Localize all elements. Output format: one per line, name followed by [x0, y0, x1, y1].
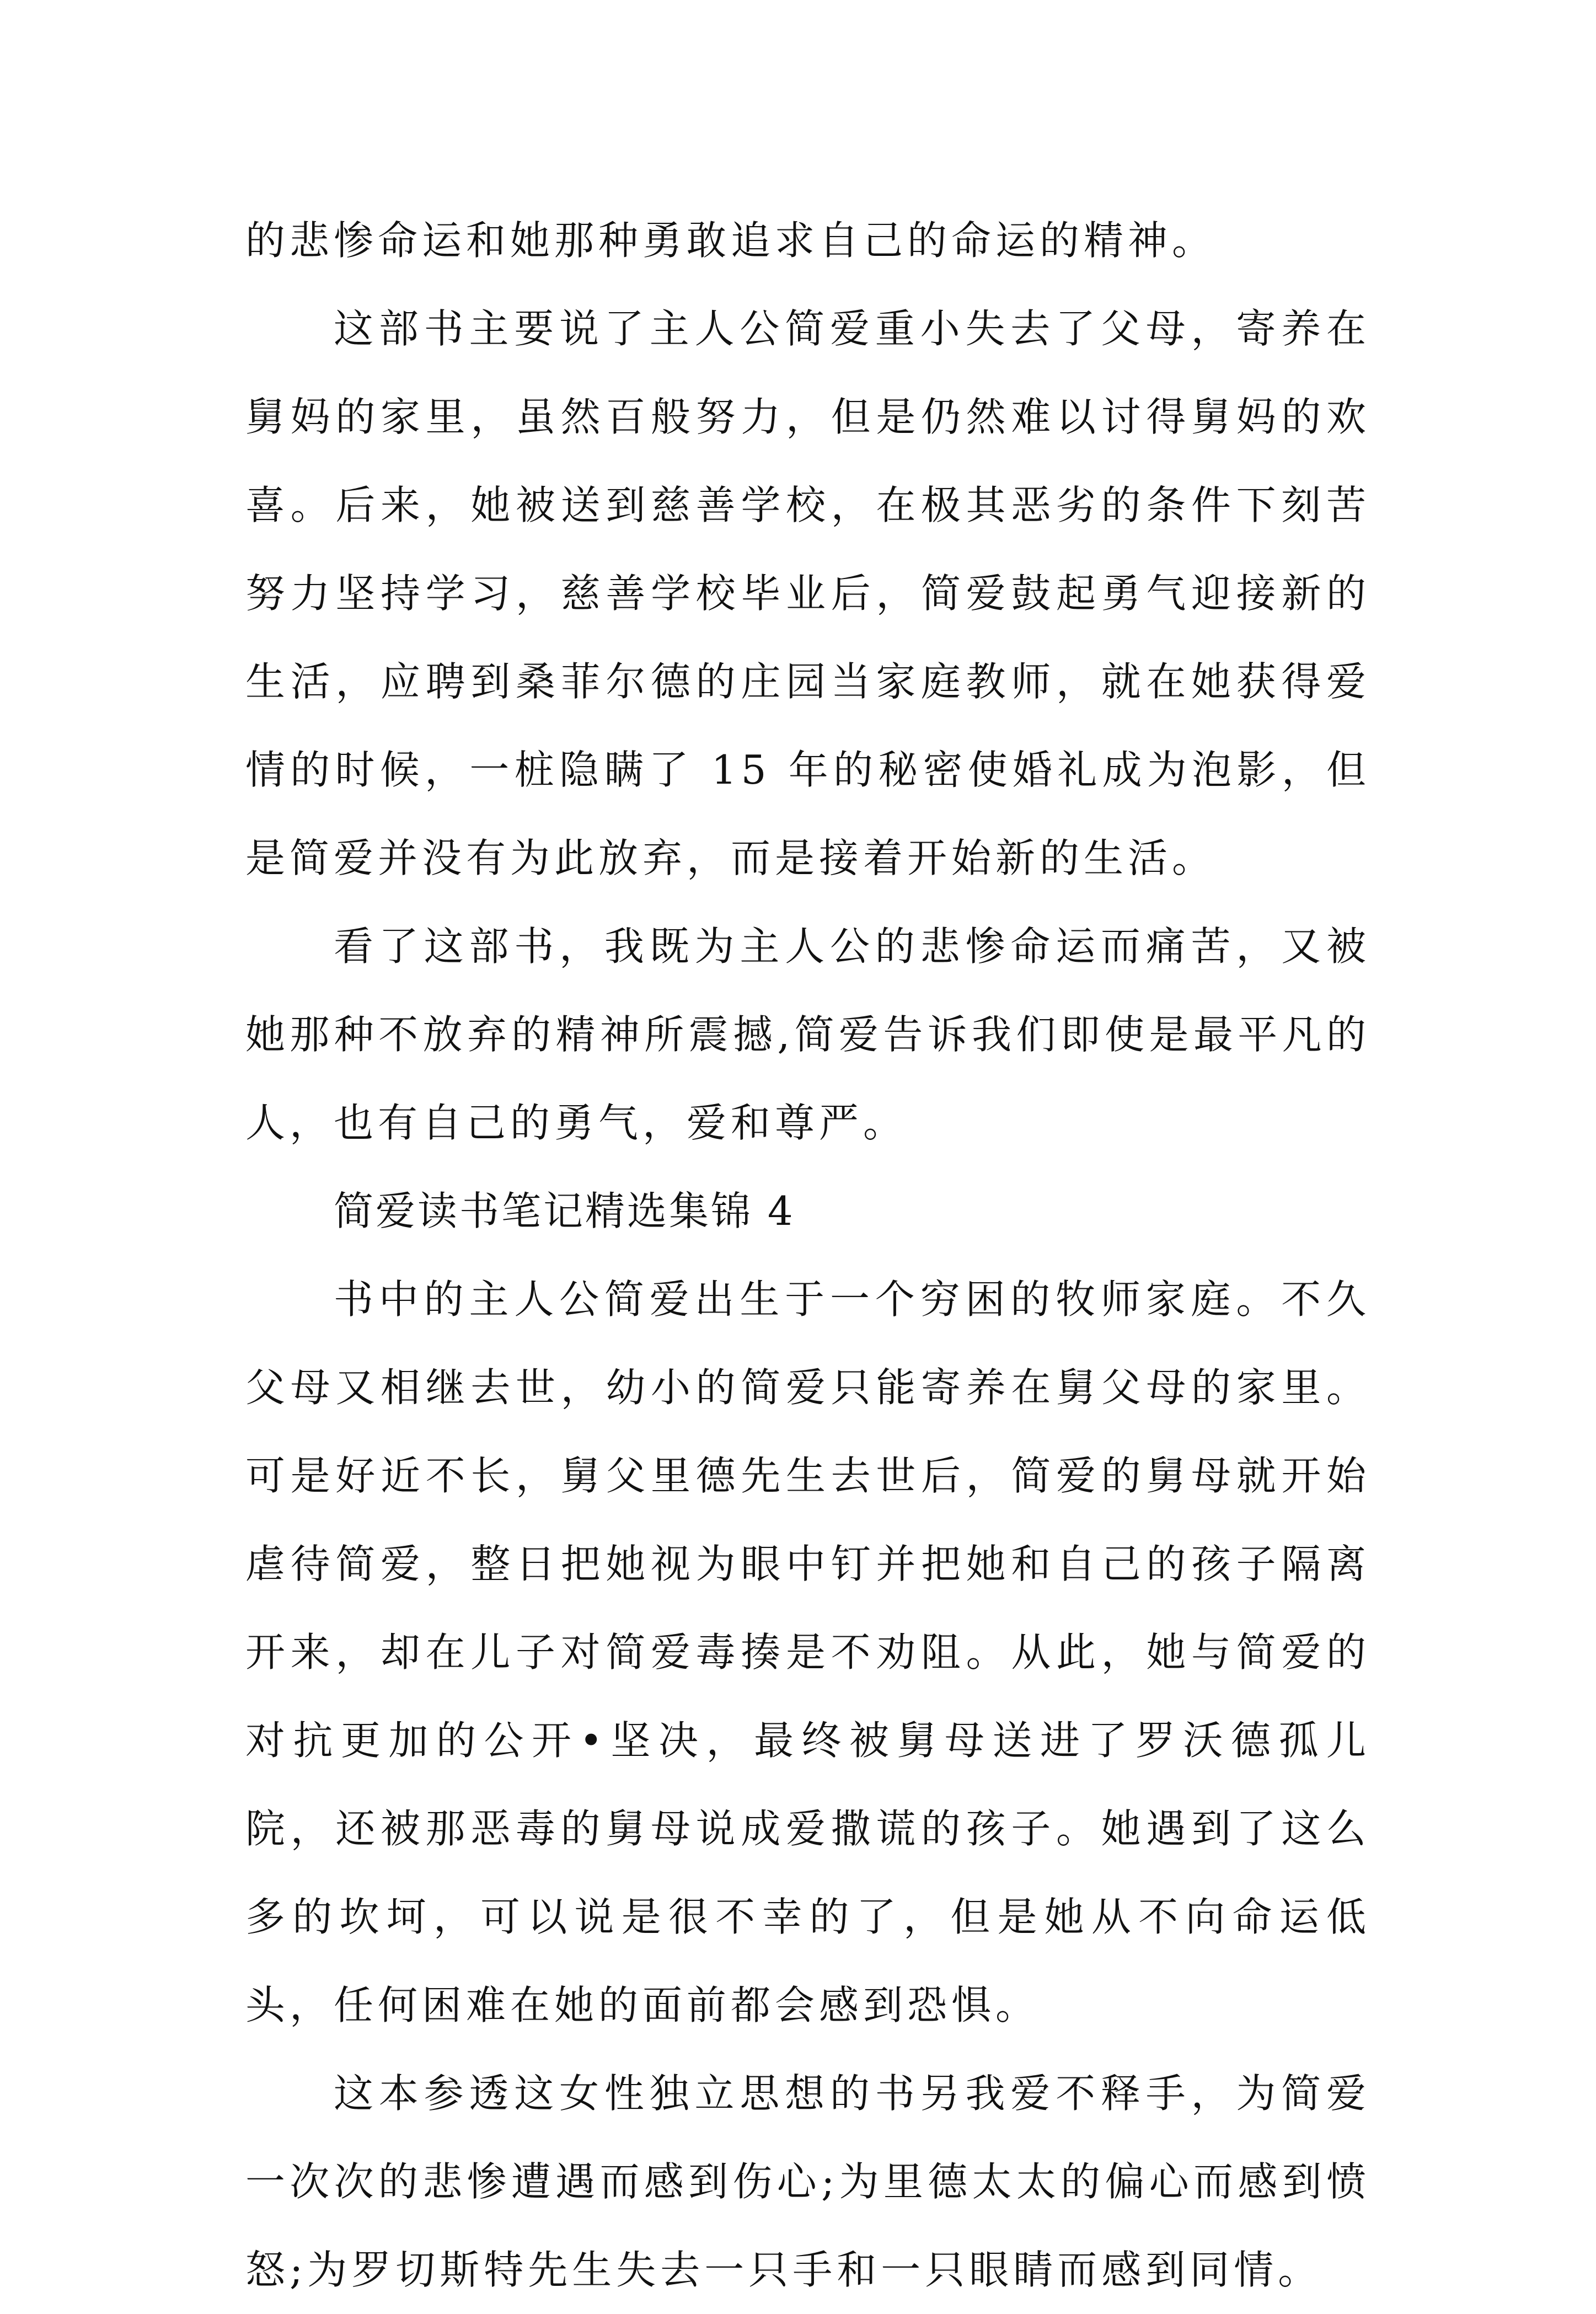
paragraph-1: 的悲惨命运和她那种勇敢追求自己的命运的精神。 — [245, 217, 1217, 264]
paragraph-5: 这本参透这女性独立思想的书另我爱不释手，为简爱一次次的悲惨遭遇而感到伤心;为里德太太的偏心而感到愤怒;为罗切斯特先生失去一只手和一只眼睛而感到同情。 — [245, 2070, 1370, 2293]
section-heading: 简爱读书笔记精选集锦 4 — [334, 1188, 795, 1234]
paragraph-3: 看了这部书，我既为主人公的悲惨命运而痛苦，又被她那种不放弃的精神所震撼,简爱告诉我们即使是最平凡的人，也有自己的勇气，爱和尊严。 — [245, 923, 1370, 1146]
paragraph-2: 这部书主要说了主人公简爱重小失去了父母，寄养在舅妈的家里，虽然百般努力，但是仍然难以讨得舅妈的欢喜。后来，她被送到慈善学校，在极其恶劣的条件下刻苦努力坚持学习，慈善学校毕业后，简爱鼓起勇气迎接新的生活，应聘到桑菲尔德的庄园当家庭教师，就在她获得爱情的时候，一桩隐瞒了 15 年的秘密使婚礼成为泡影，但是简爱并没有为此放弃，而是接着开始新的生活。 — [245, 306, 1370, 881]
document-body — [245, 196, 1370, 2314]
paragraph-4: 书中的主人公简爱出生于一个穷困的牧师家庭。不久父母又相继去世，幼小的简爱只能寄养在舅父母的家里。可是好近不长，舅父里德先生去世后，简爱的舅母就开始虐待简爱，整日把她视为眼中钉并把她和自己的孩子隔离开来，却在儿子对简爱毒揍是不劝阻。从此，她与简爱的对抗更加的公开•坚决，最终被舅母送进了罗沃德孤儿院，还被那恶毒的舅母说成爱撒谎的孩子。她遇到了这么多的坎坷，可以说是很不幸的了，但是她从不向命运低头，任何困难在她的面前都会感到恐惧。 — [245, 1276, 1370, 2028]
